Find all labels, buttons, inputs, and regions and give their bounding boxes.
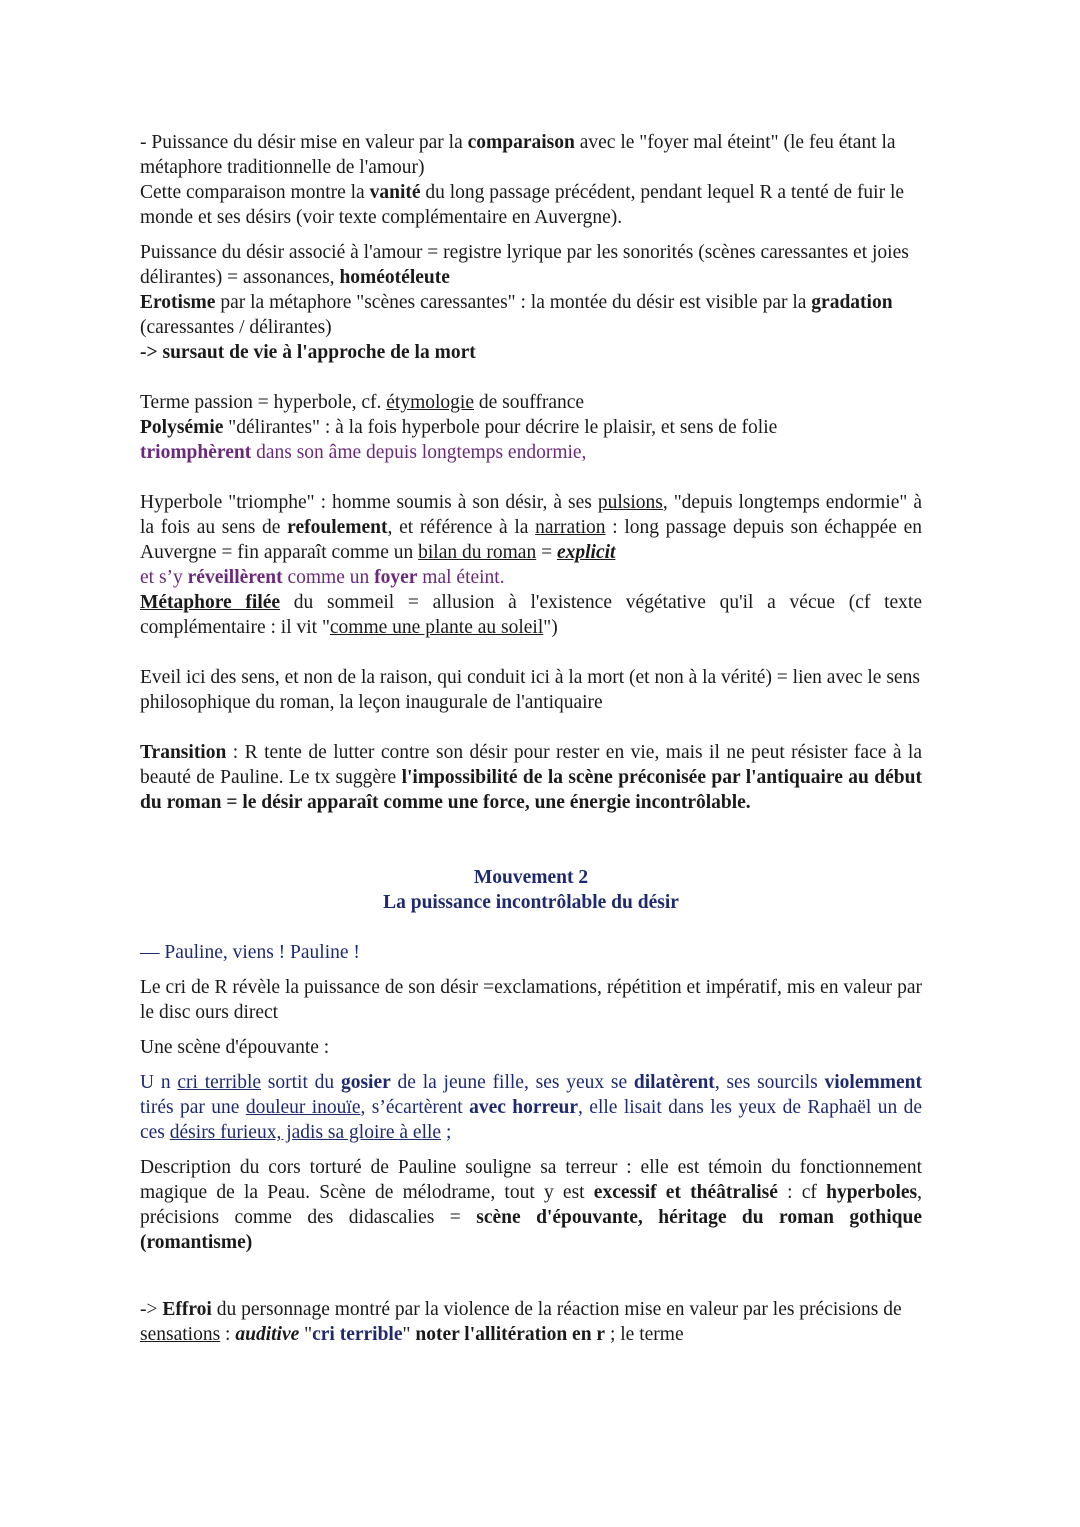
paragraph-effroi [140, 1297, 922, 1347]
underlined-term: pulsions [597, 492, 663, 513]
paragraph-metaphore [140, 590, 922, 640]
text: Le cri de R révèle la puissance de son désir =exclamations, répétition et impératif, mis en valeur par le disc ours direct [140, 977, 922, 1023]
bold-quote-term: foyer [374, 567, 418, 588]
text: du personnage montré par la violence de la réaction mise en valeur par les précisions de [211, 1299, 902, 1320]
underlined-term: cri terrible [177, 1072, 262, 1093]
quote-text: , ses sourcils [714, 1072, 825, 1093]
quote-text: de la jeune fille, ses yeux se [390, 1072, 634, 1093]
text: de souffrance [474, 392, 585, 413]
paragraph-transition [140, 740, 922, 815]
bold-conclusion: -> sursaut de vie à l'approche de la mort [140, 342, 476, 363]
bold-quote-term: gosier [340, 1072, 391, 1093]
bold-term: hyperboles [826, 1182, 918, 1203]
text: Terme passion = hyperbole, cf. [140, 392, 387, 413]
bold-term: homéotéleute [339, 267, 450, 288]
underlined-term: douleur inouïe [245, 1097, 361, 1118]
quote-text: dans son âme depuis longtemps endormie, [251, 442, 587, 463]
text: Eveil ici des sens, et non de la raison, qui conduit ici à la mort (et non à la vérité) = lien avec le sens philosophique du roman, la leçon inaugurale de l'antiquaire [140, 667, 920, 713]
bold-term: excessif et théâtralisé [593, 1182, 778, 1203]
bold-term: Polysémie [140, 417, 224, 438]
bold-term: Erotisme [140, 292, 216, 313]
quote-text: , elle lisait dans les yeux de Raphaël un de ces [140, 1097, 922, 1143]
paragraph-epouvante [140, 1035, 922, 1060]
paragraph-eveil [140, 665, 922, 715]
paragraph-hyperbole [140, 490, 922, 565]
quote-block [140, 1070, 922, 1145]
bold-quote-term: réveillèrent [187, 567, 283, 588]
bold-term: refoulement [287, 517, 388, 538]
text: ") [543, 617, 558, 638]
bold-term: gradation [811, 292, 893, 313]
text: ; le terme [605, 1324, 684, 1345]
quote-text: U n [140, 1072, 178, 1093]
quote-text: mal éteint. [417, 567, 505, 588]
text: " [402, 1324, 416, 1345]
text: , et référence à la [387, 517, 536, 538]
text: avec le "foyer mal éteint" (le feu étant la métaphore traditionnelle de l'amour) [140, 132, 896, 178]
text: Description du cors torturé de Pauline souligne sa terreur : elle est témoin du fonctionnement magique de la Peau. Scène de mélodrame, tout y est [140, 1157, 922, 1203]
text: , "depuis longtemps endormie" à la fois au sens de [140, 492, 923, 538]
paragraph-lyrique [140, 240, 922, 365]
text: (caressantes / délirantes) [140, 317, 332, 338]
bold-term: Effroi [162, 1299, 212, 1320]
bold-quote-term: cri terrible [312, 1324, 403, 1345]
text: Cette comparaison montre la [140, 182, 370, 203]
quote-text: sortit du [261, 1072, 341, 1093]
text: : cf [777, 1182, 827, 1203]
text: - Puissance du désir mise en valeur par la [140, 132, 468, 153]
quote-line [140, 565, 922, 590]
bold-italic-term: auditive [235, 1324, 300, 1345]
text: , précisions comme des didascalies = [140, 1182, 922, 1228]
heading-subtitle: La puissance incontrôlable du désir [383, 892, 679, 913]
document-body [140, 130, 922, 1347]
section-heading [140, 865, 922, 915]
underlined-term: sensations [140, 1324, 221, 1345]
underlined-bold-term: Métaphore filée [140, 592, 281, 613]
quote-text: comme un [282, 567, 375, 588]
text: Une scène d'épouvante : [140, 1037, 330, 1058]
bold-term: noter l'allitération en r [415, 1324, 606, 1345]
bold-term: comparaison [467, 132, 575, 153]
text: : R tente de lutter contre son désir pour rester en vie, mais il ne peut résister face à la beauté de Pauline. Le tx suggère [140, 742, 922, 788]
underlined-term: bilan du roman [418, 542, 537, 563]
heading-title: Mouvement 2 [473, 867, 589, 888]
bold-conclusion: scène d'épouvante, héritage du roman gothique (romantisme) [140, 1207, 922, 1253]
text: du long passage précédent, pendant lequel R a tenté de fuir le monde et ses désirs (voir texte complémentaire en Auvergne). [140, 182, 905, 228]
underlined-term: narration [535, 517, 606, 538]
quote-text: — Pauline, viens ! Pauline ! [140, 942, 360, 963]
text: Hyperbole "triomphe" : homme soumis à son désir, à ses [140, 492, 598, 513]
bold-quote-term: triomphèrent [140, 442, 252, 463]
paragraph-cri [140, 975, 922, 1025]
underlined-term: étymologie [386, 392, 474, 413]
underlined-italic-term: explicit [556, 542, 616, 563]
paragraph-description [140, 1155, 922, 1255]
text: Puissance du désir associé à l'amour = registre lyrique par les sonorités (scènes caressantes et joies délirantes) = assonances, [140, 242, 909, 288]
quote-text: ; [441, 1122, 452, 1143]
text: = [536, 542, 557, 563]
quote-text: , s’écartèrent [360, 1097, 470, 1118]
quote-text: tirés par une [140, 1097, 246, 1118]
paragraph-passion [140, 390, 922, 465]
bold-quote-term: avec horreur [469, 1097, 579, 1118]
text: : [220, 1324, 236, 1345]
quote-text: et s’y [140, 567, 188, 588]
bold-quote-term: violemment [824, 1072, 922, 1093]
bold-conclusion: l'impossibilité de la scène préconisée par l'antiquaire au début du roman = le désir apparaît comme une force, une énergie incontrôlable. [140, 767, 922, 813]
paragraph-comparaison [140, 130, 922, 230]
underlined-term: comme une plante au soleil [329, 617, 544, 638]
quote-line [140, 940, 922, 965]
quote-line [140, 442, 586, 463]
bold-term: vanité [369, 182, 421, 203]
text: "délirantes" : à la fois hyperbole pour décrire le plaisir, et sens de folie [223, 417, 778, 438]
bold-term: Transition [140, 742, 227, 763]
bold-quote-term: dilatèrent [633, 1072, 715, 1093]
text: du sommeil = allusion à l'existence végétative qu'il a vécue (cf texte complémentaire : il vit " [140, 592, 923, 638]
text: -> [140, 1299, 163, 1320]
text: " [299, 1324, 313, 1345]
text: par la métaphore "scènes caressantes" : la montée du désir est visible par la [215, 292, 812, 313]
underlined-term: désirs furieux, jadis sa gloire à elle [169, 1122, 442, 1143]
text: : long passage depuis son échappée en Auvergne = fin apparaît comme un [140, 517, 922, 563]
